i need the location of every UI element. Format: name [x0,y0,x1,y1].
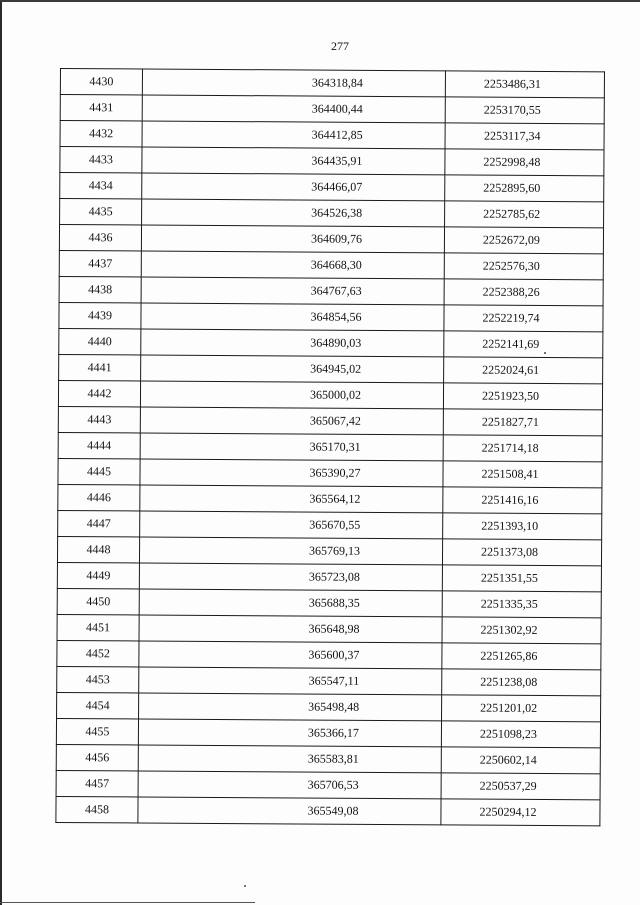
y-coordinate-cell: 2252141,69 [444,331,603,358]
y-coordinate-cell: 2250602,14 [441,747,600,774]
x-coordinate-cell: 364400,44 [142,95,445,123]
point-number-cell: 4447 [58,510,140,537]
table-row [60,95,604,124]
point-number-cell: 4446 [58,484,140,511]
x-coordinate-cell: 365547,11 [139,667,442,695]
point-number-cell: 4456 [56,744,138,771]
x-coordinate-cell: 365067,42 [140,407,443,435]
table-row [58,380,602,409]
point-number-cell: 4432 [60,121,142,148]
x-coordinate-cell: 365583,81 [138,745,441,773]
table-row [57,666,601,695]
point-number-cell: 4458 [56,796,138,823]
y-coordinate-cell: 2251923,50 [443,383,602,410]
y-coordinate-cell: 2251827,71 [443,409,602,436]
x-coordinate-cell: 364890,03 [141,329,444,357]
table-row [57,614,601,643]
table-row [58,406,602,435]
y-coordinate-cell: 2252219,74 [444,305,603,332]
y-coordinate-cell: 2250537,29 [441,773,600,800]
x-coordinate-cell: 364854,56 [141,303,444,331]
scan-edge-top [0,0,640,2]
y-coordinate-cell: 2251098,23 [441,721,600,748]
y-coordinate-cell: 2252388,26 [444,279,603,306]
x-coordinate-cell: 365706,53 [138,771,441,799]
page-number: 277 [331,39,349,53]
scan-speck [544,352,546,354]
x-coordinate-cell: 364318,84 [142,69,445,97]
x-coordinate-cell: 365600,37 [139,641,442,669]
x-coordinate-cell: 364466,07 [142,173,445,201]
x-coordinate-cell: 365366,17 [138,719,441,747]
point-number-cell: 4437 [59,250,141,277]
table-row [59,354,603,383]
x-coordinate-cell: 365170,31 [140,433,443,461]
y-coordinate-cell: 2252895,60 [445,175,604,202]
x-coordinate-cell: 365549,08 [138,797,441,825]
point-number-cell: 4454 [57,692,139,719]
point-number-cell: 4453 [57,666,139,693]
point-number-cell: 4440 [59,328,141,355]
x-coordinate-cell: 364526,38 [142,199,445,227]
y-coordinate-cell: 2251508,41 [443,461,602,488]
y-coordinate-cell: 2251416,16 [443,487,602,514]
point-number-cell: 4448 [57,536,139,563]
y-coordinate-cell: 2251238,08 [442,669,601,696]
point-number-cell: 4452 [57,640,139,667]
scan-edge-bottom [0,902,255,903]
x-coordinate-cell: 364435,91 [142,147,445,175]
table-row [59,302,603,331]
table-row [56,770,600,799]
y-coordinate-cell: 2251714,18 [443,435,602,462]
table-row [56,744,600,773]
table-row [57,562,601,591]
table-row [56,718,600,747]
point-number-cell: 4434 [60,173,142,200]
x-coordinate-cell: 365769,13 [139,537,442,565]
table-row [60,199,604,228]
table-row [58,484,602,513]
y-coordinate-cell: 2251302,92 [442,617,601,644]
x-coordinate-cell: 365648,98 [139,615,442,643]
point-number-cell: 4457 [56,770,138,797]
x-coordinate-cell: 365000,02 [140,381,443,409]
x-coordinate-cell: 364412,85 [142,121,445,149]
point-number-cell: 4431 [60,95,142,122]
point-number-cell: 4449 [57,562,139,589]
table-row [57,692,601,721]
table-row [57,640,601,669]
point-number-cell: 4451 [57,614,139,641]
y-coordinate-cell: 2251335,35 [442,591,601,618]
point-number-cell: 4436 [59,225,141,252]
point-number-cell: 4442 [58,380,140,407]
y-coordinate-cell: 2252998,48 [445,149,604,176]
point-number-cell: 4430 [60,69,142,96]
y-coordinate-cell: 2251373,08 [442,539,601,566]
y-coordinate-cell: 2252672,09 [444,227,603,254]
scan-edge-left [0,0,2,905]
x-coordinate-cell: 364609,76 [141,225,444,253]
table-row [59,225,603,254]
table-row [59,250,603,279]
y-coordinate-cell: 2253486,31 [445,71,604,98]
x-coordinate-cell: 365564,12 [140,485,443,513]
scan-speck [244,885,246,887]
table-row [56,796,600,825]
x-coordinate-cell: 365390,27 [140,459,443,487]
x-coordinate-cell: 365670,55 [140,511,443,539]
point-number-cell: 4433 [60,147,142,174]
table-row [60,69,604,98]
point-number-cell: 4435 [60,199,142,226]
point-number-cell: 4450 [57,588,139,615]
coordinates-table [55,68,605,826]
table-row [58,510,602,539]
point-number-cell: 4455 [56,718,138,745]
x-coordinate-cell: 364945,02 [141,355,444,383]
table-row [59,276,603,305]
table-row [60,147,604,176]
x-coordinate-cell: 365498,48 [139,693,442,721]
table-row [59,328,603,357]
table-row [58,432,602,461]
y-coordinate-cell: 2251201,02 [442,695,601,722]
table-row [58,458,602,487]
point-number-cell: 4443 [58,406,140,433]
y-coordinate-cell: 2252024,61 [444,357,603,384]
point-number-cell: 4444 [58,432,140,459]
table-row [57,588,601,617]
table-row [57,536,601,565]
point-number-cell: 4438 [59,276,141,303]
x-coordinate-cell: 364668,30 [141,251,444,279]
table-row [60,121,604,150]
y-coordinate-cell: 2251393,10 [443,513,602,540]
y-coordinate-cell: 2251265,86 [442,643,601,670]
y-coordinate-cell: 2253170,55 [445,97,604,124]
x-coordinate-cell: 364767,63 [141,277,444,305]
point-number-cell: 4445 [58,458,140,485]
point-number-cell: 4441 [59,354,141,381]
y-coordinate-cell: 2251351,55 [442,565,601,592]
y-coordinate-cell: 2253117,34 [445,123,604,150]
x-coordinate-cell: 365723,08 [139,563,442,591]
x-coordinate-cell: 365688,35 [139,589,442,617]
y-coordinate-cell: 2252785,62 [445,201,604,228]
table-row [60,173,604,202]
coordinates-table-body [56,69,605,826]
y-coordinate-cell: 2252576,30 [444,253,603,280]
point-number-cell: 4439 [59,302,141,329]
y-coordinate-cell: 2250294,12 [441,799,600,826]
